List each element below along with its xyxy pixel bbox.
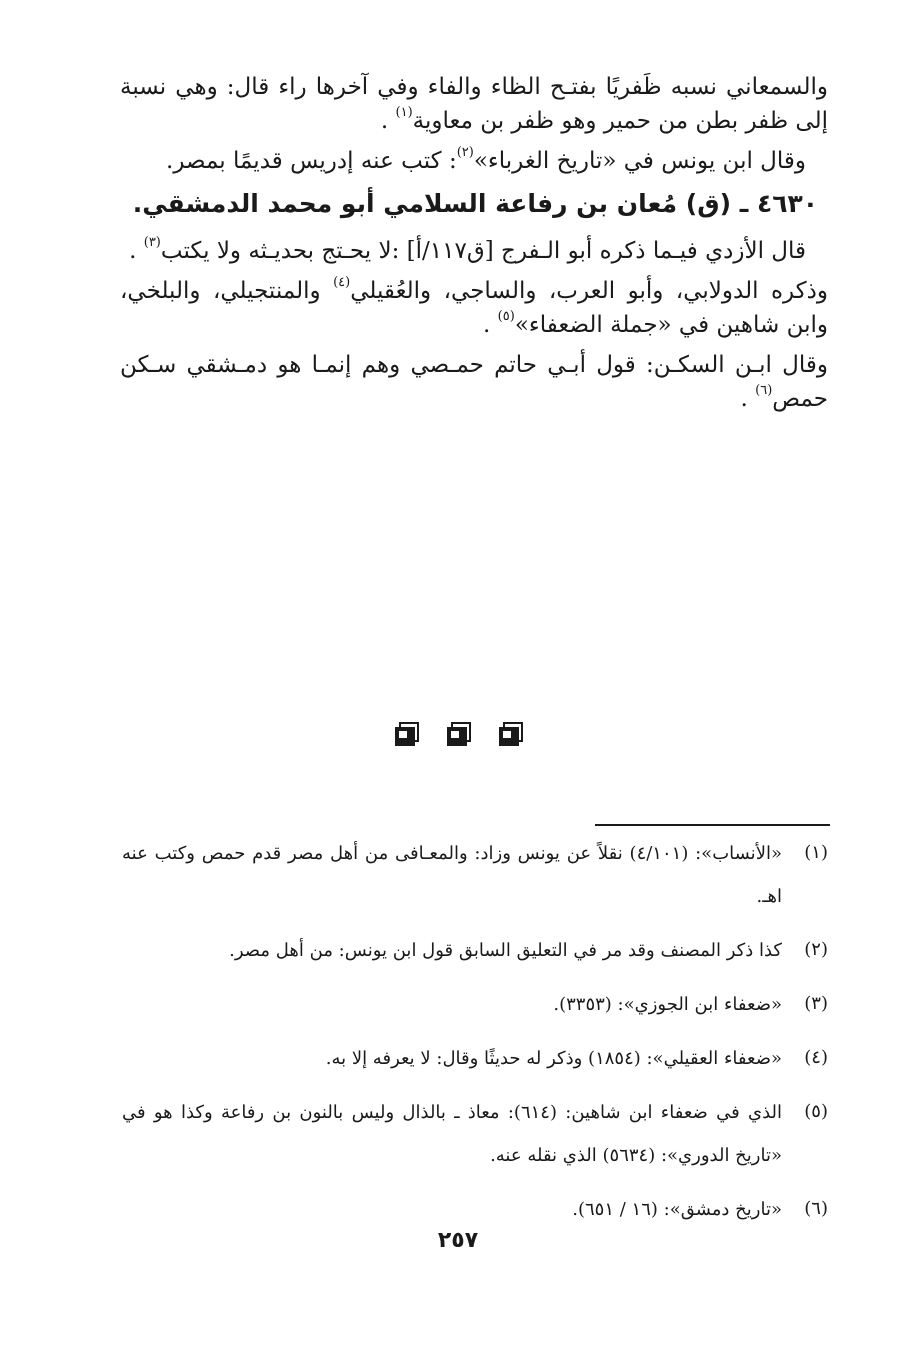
- footnote-number: (٦): [804, 1198, 828, 1219]
- page-number: ٢٥٧: [437, 1228, 479, 1253]
- paragraph-tail: : كتب عنه إدريس قديمًا بمصر.: [166, 148, 457, 174]
- footnote-number: (١): [804, 842, 828, 863]
- footnote-ref[interactable]: (٥): [497, 309, 515, 324]
- footnote-number: (٣): [804, 993, 828, 1014]
- footnote-6: [122, 1198, 828, 1231]
- footnote-text: «ضعفاء العقيلي»: (١٨٥٤) وذكر له حديثًا وقال: لا يعرفه إلا به.: [325, 1048, 782, 1069]
- entry-paragraph-2: [120, 274, 828, 342]
- footnotes: [122, 842, 828, 1252]
- paragraph-2: [120, 144, 828, 178]
- paragraph-tail: .: [740, 386, 756, 412]
- section-ornament: [0, 722, 916, 744]
- footnote-4: [122, 1047, 828, 1080]
- footnote-ref[interactable]: (٣): [143, 235, 161, 250]
- footnote-1: [122, 842, 828, 918]
- paragraph-tail: .: [380, 108, 396, 134]
- footnote-ref[interactable]: (١): [395, 105, 413, 120]
- paragraph-text: قال الأزدي فيـما ذكره أبو الـفرج [ق١١٧/أ] :لا يحـتج بحديـثه ولا يكتب: [160, 238, 806, 264]
- footnote-ref[interactable]: (٢): [456, 145, 474, 160]
- footnote-number: (٥): [804, 1101, 828, 1122]
- footnote-divider: [595, 824, 830, 826]
- footnote-text: «الأنساب»: (٤/١٠١) نقلاً عن يونس وزاد: والمعـافى من أهل مصر قدم حمص وكتب عنه اهـ.: [122, 843, 782, 907]
- footnote-ref[interactable]: (٤): [333, 275, 351, 290]
- paragraph-text: والمنتجيلي، والبلخي، وابن شاهين في «جملة الضعفاء»: [120, 278, 828, 338]
- paragraph-text: والسمعاني نسبه ظَفريًا بفتـح الظاء والفاء وفي آخرها راء قال: وهي نسبة إلى ظفر بطن من حمير وهو ظفر بن معاوية: [120, 74, 828, 134]
- box-icon: [395, 722, 417, 744]
- footnote-text: «ضعفاء ابن الجوزي»: (٣٣٥٣).: [553, 994, 782, 1015]
- paragraph-tail: .: [129, 238, 144, 264]
- paragraph-tail: .: [483, 312, 498, 338]
- footnote-3: [122, 993, 828, 1026]
- footnote-text: الذي في ضعفاء ابن شاهين: (٦١٤): معاذ ـ بالذال وليس بالنون بن رفاعة وكذا هو في «تاريخ الدوري»: (٥٦٣٤) الذي نقله عنه.: [122, 1102, 782, 1166]
- entry-paragraph-1: [120, 234, 828, 268]
- entry-heading: ٤٦٣٠ ـ (ق) مُعان بن رفاعة السلامي أبو محمد الدمشقي.: [132, 189, 818, 218]
- footnote-text: كذا ذكر المصنف وقد مر في التعليق السابق قول ابن يونس: من أهل مصر.: [229, 940, 782, 961]
- paragraph-text: وقال ابـن السكـن: قول أبـي حاتم حمـصي وهم إنمـا هو دمـشقي سـكن حمص: [120, 352, 828, 412]
- footnote-number: (٤): [804, 1047, 828, 1068]
- main-text: [120, 70, 828, 422]
- footnote-number: (٢): [804, 939, 828, 960]
- footnote-text: «تاريخ دمشق»: (١٦ / ٦٥١).: [572, 1199, 782, 1220]
- footnote-2: [122, 939, 828, 972]
- paragraph-text: وذكره الدولابي، وأبو العرب، والساجي، والعُقيلي: [350, 278, 828, 304]
- paragraph-text: وقال ابن يونس في «تاريخ الغرباء»: [473, 148, 806, 174]
- footnote-ref[interactable]: (٦): [755, 383, 773, 398]
- box-icon: [499, 722, 521, 744]
- box-icon: [447, 722, 469, 744]
- paragraph-1: [120, 70, 828, 138]
- footnote-5: [122, 1101, 828, 1177]
- entry-paragraph-3: [120, 348, 828, 416]
